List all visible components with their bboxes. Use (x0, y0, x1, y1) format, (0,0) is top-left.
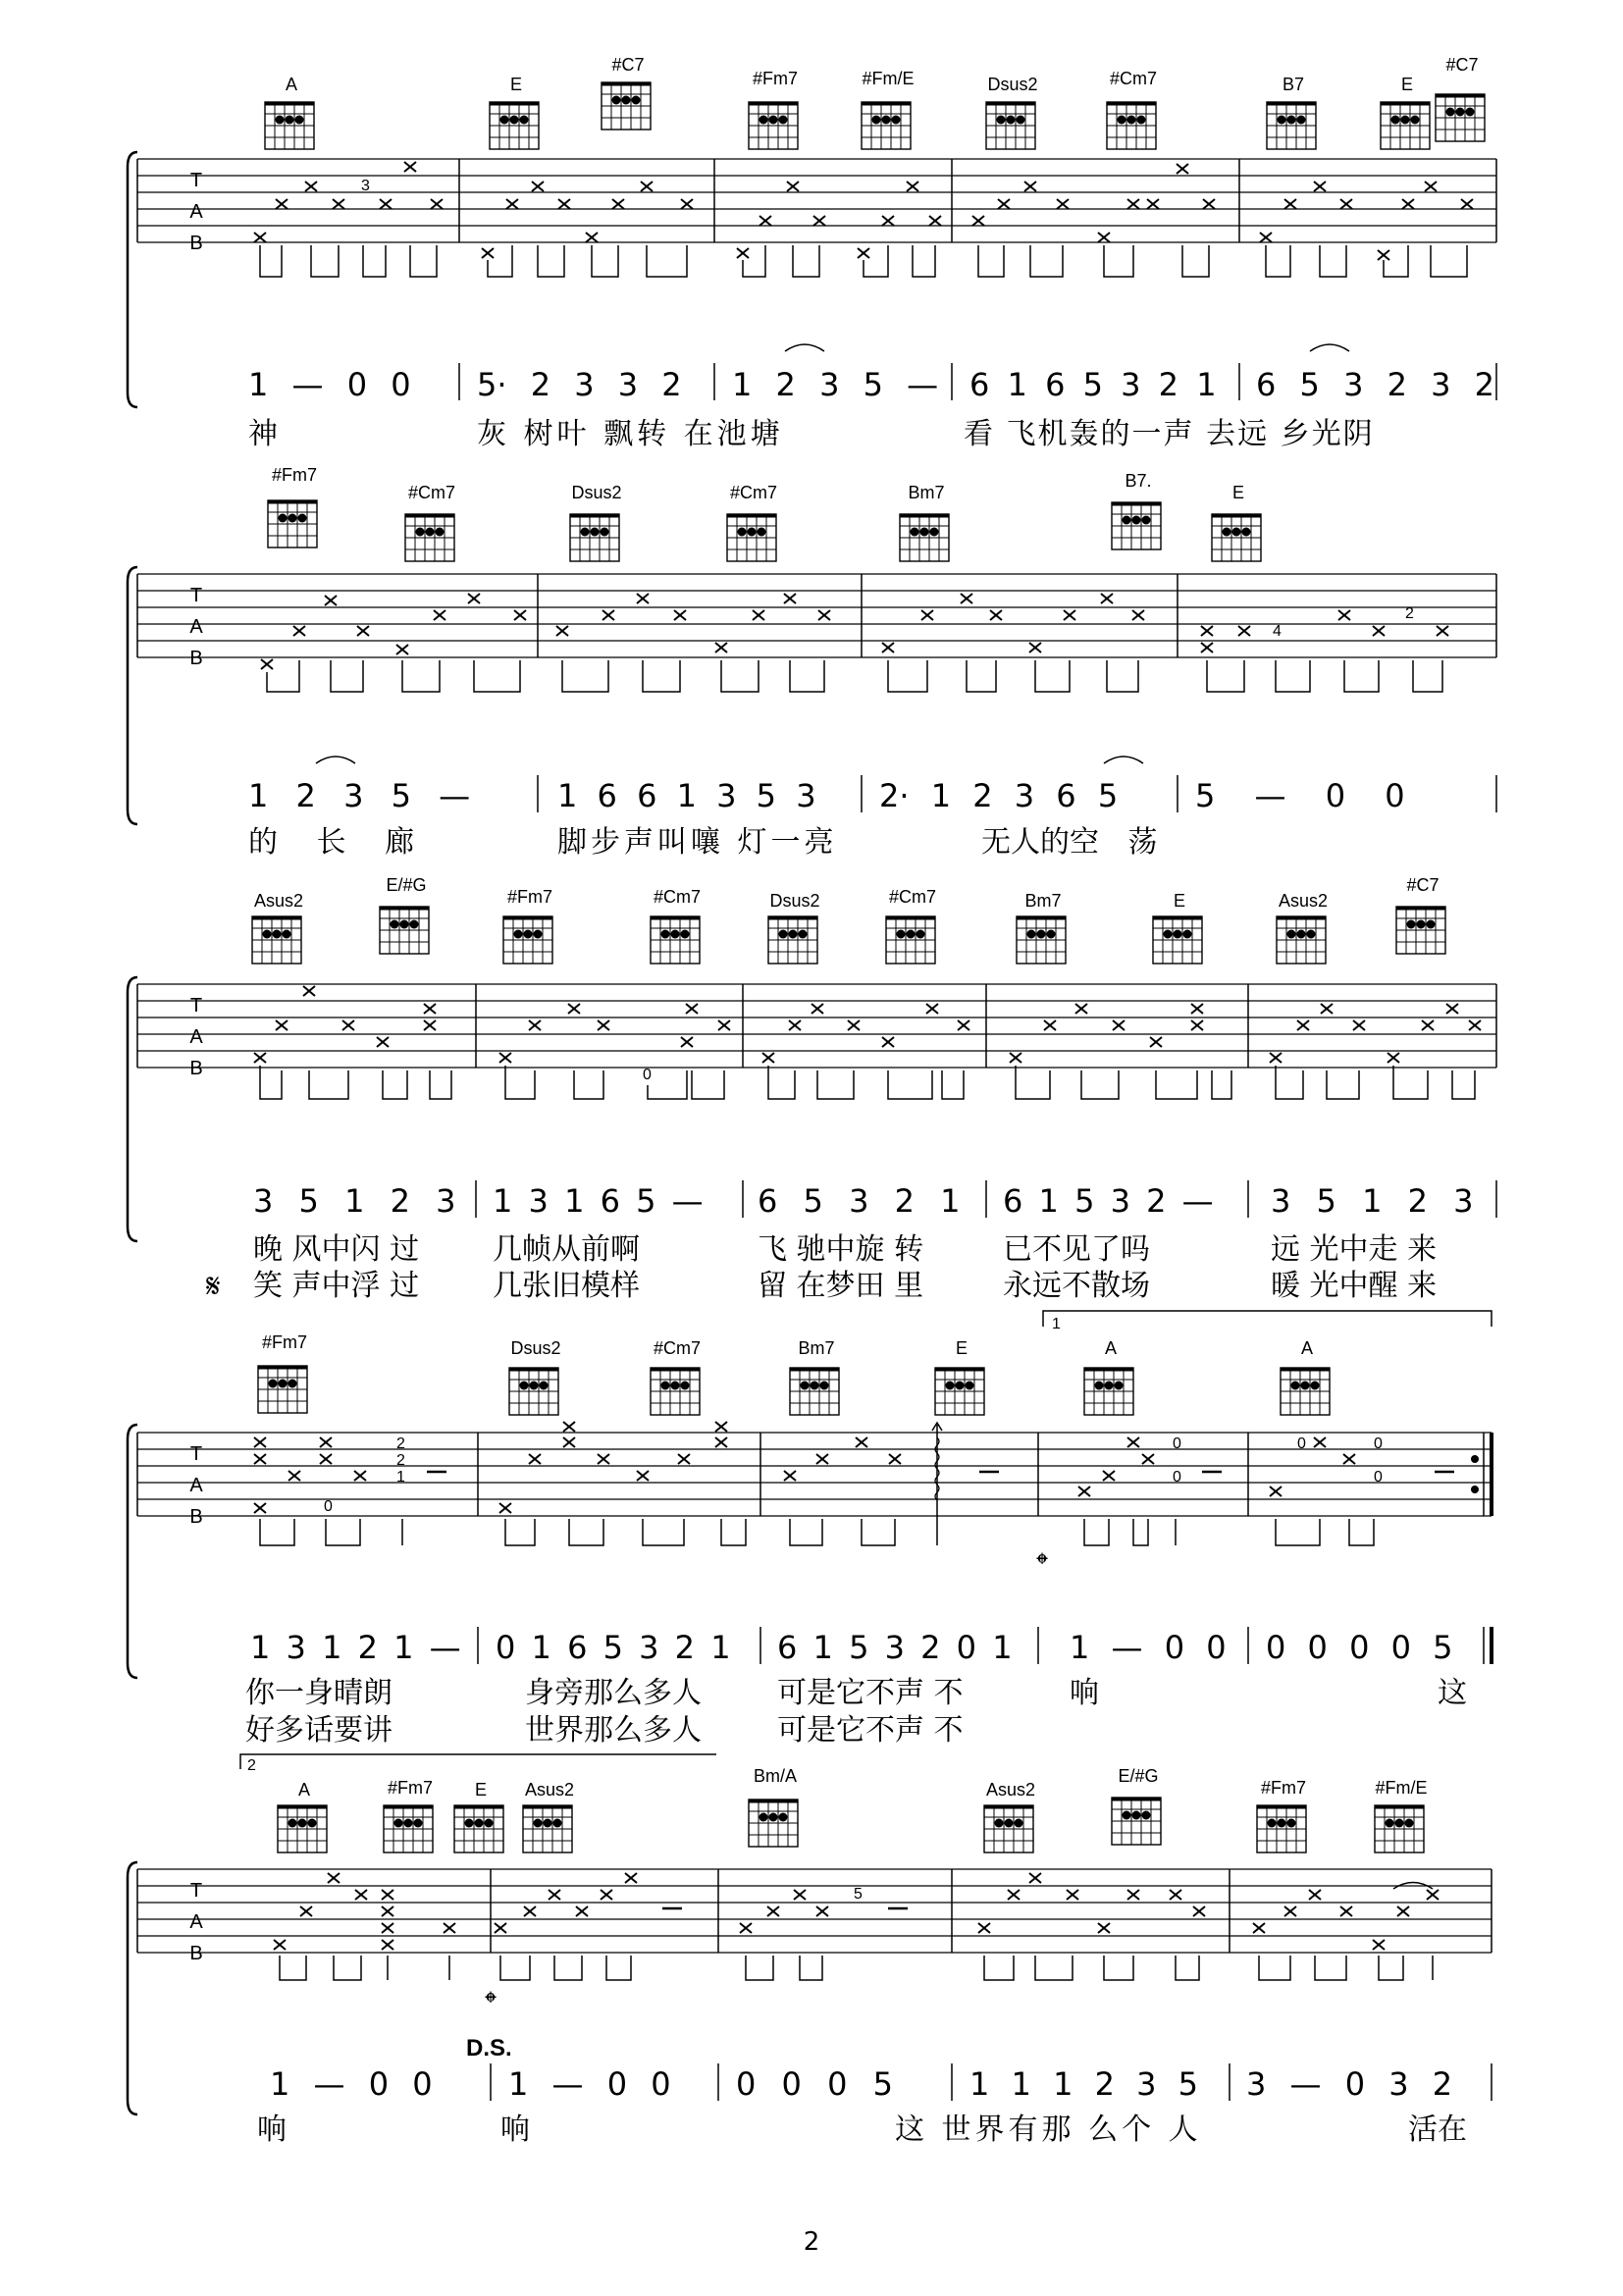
svg-text:B: B (189, 1058, 203, 1079)
lyric: 几帧从前啊 (493, 1232, 640, 1267)
chord-name: E (955, 1338, 969, 1358)
jianpu-line (270, 2063, 1492, 2103)
system-1 (128, 55, 1496, 451)
measure-notes: 3 5 1 2 3 (1271, 1182, 1474, 1220)
lyric: 永远不散场 (1003, 1269, 1150, 1303)
chord-name: E (1173, 891, 1186, 911)
chord-name: #Fm/E (1375, 1778, 1428, 1798)
lyric: 已不见了吗 (1003, 1232, 1150, 1267)
volta-number: 2 (247, 1757, 256, 1774)
svg-text:T: T (189, 1443, 203, 1465)
lyric: 响 (1070, 1676, 1099, 1710)
chord-name: #Cm7 (729, 483, 778, 502)
svg-text:B: B (189, 1506, 203, 1528)
chord-name: #Fm7 (752, 69, 799, 88)
chord-name: #Fm7 (1260, 1778, 1307, 1798)
lyric: 飞 驰中旋 转 (758, 1232, 924, 1267)
svg-text:0: 0 (643, 1067, 652, 1083)
chord-name: #Cm7 (888, 887, 937, 907)
lyrics-line (248, 825, 1158, 860)
svg-text:A: A (189, 1026, 203, 1048)
measure-notes: 1 2 3 5 — (248, 777, 471, 814)
svg-text:2: 2 (1405, 605, 1414, 622)
system-3 (128, 875, 1496, 1306)
lyric: 脚步声叫嚷 灯一亮 (557, 825, 838, 860)
lyric: 笑 声中浮 过 (253, 1269, 420, 1303)
volta-number: 1 (1052, 1316, 1061, 1332)
measure-notes: 6 1 5 3 2 — (1003, 1182, 1214, 1220)
svg-text:T: T (189, 170, 203, 191)
chord-name: A (1104, 1338, 1118, 1358)
measure-notes: 1 — 0 0 (270, 2065, 433, 2103)
lyric: 可是它不声 不 (777, 1676, 964, 1710)
svg-text:B: B (189, 1943, 203, 1964)
svg-text:T: T (189, 585, 203, 606)
lyric: 无人的空 荡 (981, 825, 1158, 860)
svg-text:T: T (189, 1880, 203, 1902)
jianpu-line (250, 1627, 1492, 1666)
measure-notes: 1 — 0 0 (1070, 1629, 1227, 1666)
svg-text:0: 0 (1374, 1435, 1383, 1452)
jianpu-line (248, 757, 1496, 814)
lyric: 这 世界有那 么个 人 (895, 2113, 1202, 2147)
chord-diagrams (278, 1766, 1428, 1852)
ds-marking: D.S. (466, 2035, 512, 2061)
svg-text:A: A (189, 201, 203, 223)
svg-text:A: A (189, 1475, 203, 1496)
chord-name: E/#G (386, 875, 427, 895)
measure-notes: 6 5 3 2 3 2 (1256, 366, 1495, 403)
chord-name: E (1400, 75, 1414, 94)
measure-notes: 0 1 6 5 3 2 1 (496, 1629, 731, 1666)
chord-name: #Cm7 (1109, 69, 1158, 88)
svg-text:B: B (189, 648, 203, 669)
chord-name: #C7 (1406, 875, 1440, 895)
system-4 (128, 1311, 1492, 1748)
svg-text:T: T (189, 995, 203, 1017)
svg-text:0: 0 (1173, 1469, 1181, 1486)
measure-notes: 0 0 0 5 (736, 2065, 893, 2103)
svg-text:B: B (189, 233, 203, 254)
chord-name: A (1300, 1338, 1314, 1358)
svg-text:3: 3 (361, 178, 370, 194)
measure-notes: 6 1 5 3 2 0 1 (777, 1629, 1013, 1666)
chord-name: Dsus2 (510, 1338, 561, 1358)
lyric: 留 在梦田 里 (758, 1269, 924, 1303)
volta-bracket-2 (240, 1754, 716, 1769)
svg-text:1: 1 (396, 1469, 405, 1486)
svg-text:0: 0 (1297, 1435, 1306, 1452)
measure-notes: 5· 2 3 3 2 (477, 366, 682, 403)
lyric: 远 光中走 来 (1271, 1232, 1438, 1267)
chord-name: E/#G (1118, 1766, 1159, 1786)
chord-name: Dsus2 (571, 483, 622, 502)
svg-text:2: 2 (396, 1452, 405, 1469)
chord-name: #Fm7 (271, 465, 318, 485)
measure-notes: 1 — 0 0 (508, 2065, 671, 2103)
chord-name: Asus2 (1278, 891, 1329, 911)
svg-text:A: A (189, 616, 203, 638)
segno-sign: 𝄋 (206, 1267, 221, 1306)
lyric: 好多话要讲 (245, 1713, 393, 1748)
chord-name: #Fm7 (387, 1778, 434, 1798)
svg-text:4: 4 (1273, 623, 1282, 640)
lyric: 可是它不声 不 (777, 1713, 964, 1748)
measure-notes: 1 2 3 5 — (732, 366, 939, 403)
chord-name: Bm7 (908, 483, 945, 502)
lyric: 暖 光中醒 来 (1271, 1269, 1438, 1303)
chord-name: #Cm7 (407, 483, 456, 502)
measure-notes: 1 1 1 2 3 5 (969, 2065, 1199, 2103)
chord-diagrams (265, 55, 1485, 149)
svg-text:A: A (189, 1911, 203, 1933)
measure-notes: 3 5 1 2 3 (253, 1182, 456, 1220)
chord-name: Asus2 (253, 891, 304, 911)
svg-text:5: 5 (854, 1886, 863, 1903)
chord-diagrams (252, 875, 1445, 964)
system-5 (128, 1754, 1492, 2147)
svg-text:0: 0 (324, 1498, 333, 1515)
svg-text:2: 2 (396, 1435, 405, 1452)
chord-name: Asus2 (524, 1780, 575, 1800)
lyric: 你一身晴朗 (245, 1676, 393, 1710)
chord-name: Bm7 (1024, 891, 1062, 911)
lyric: 响 (257, 2113, 287, 2147)
coda-sign: 𝄌 (1036, 1546, 1048, 1582)
chord-diagrams (258, 1332, 1330, 1415)
chord-name: A (297, 1780, 311, 1800)
lyric: 神 (248, 417, 278, 451)
jianpu-line (253, 1180, 1496, 1220)
lyrics-line (248, 417, 1375, 451)
chord-name: #C7 (1445, 55, 1479, 75)
chord-name: E (1231, 483, 1245, 502)
chord-name: Asus2 (985, 1780, 1036, 1800)
measure-notes: 1 3 1 6 5 — (493, 1182, 704, 1220)
measure-notes: 2· 1 2 3 6 5 (879, 777, 1119, 814)
chord-name: #Fm7 (506, 887, 553, 907)
chord-name: #C7 (611, 55, 645, 75)
lyric: 身旁那么多人 (525, 1676, 702, 1710)
svg-text:0: 0 (1173, 1435, 1181, 1452)
volta-bracket-1 (1043, 1311, 1492, 1327)
svg-text:0: 0 (1374, 1469, 1383, 1486)
lyrics-line (245, 1676, 1467, 1748)
system-2 (128, 465, 1496, 860)
lyrics-line (206, 1232, 1437, 1306)
chord-name: Bm/A (753, 1766, 798, 1786)
measure-notes: 3 — 0 3 2 (1246, 2065, 1453, 2103)
page-number: 2 (803, 2227, 820, 2257)
chord-name: B7 (1282, 75, 1305, 94)
measure-notes: 5 — 0 0 (1195, 777, 1405, 814)
chord-name: Dsus2 (987, 75, 1038, 94)
chord-name: E (474, 1780, 488, 1800)
lyrics-line (257, 2113, 1467, 2147)
measure-notes: 0 0 0 0 5 (1266, 1629, 1453, 1666)
lyric: 世界那么多人 (525, 1713, 702, 1748)
coda-sign: 𝄌 (485, 1985, 497, 2020)
lyric: 看 飞机轰的一声 去远 乡光阴 (964, 417, 1375, 451)
lyric: 的 长 廊 (248, 825, 415, 860)
chord-name: #Cm7 (653, 887, 702, 907)
chord-name: B7. (1125, 471, 1152, 491)
chord-name: #Cm7 (653, 1338, 702, 1358)
lyric: 灰 树叶 飘转 在池塘 (477, 417, 784, 451)
chord-name: #Fm7 (261, 1332, 308, 1352)
lyric: 活在 (1408, 2113, 1467, 2147)
chord-name: #Fm/E (862, 69, 915, 88)
measure-notes: 1 3 1 2 1 — (250, 1629, 461, 1666)
jianpu-line (248, 344, 1496, 403)
lyric: 晚 风中闪 过 (253, 1232, 420, 1267)
chord-name: E (509, 75, 523, 94)
measure-notes: 1 6 6 1 3 5 3 (557, 777, 816, 814)
chord-diagrams (268, 465, 1261, 561)
lyric: 几张旧模样 (493, 1269, 640, 1303)
measure-notes: 6 1 6 5 3 2 1 (969, 366, 1217, 403)
chord-name: Bm7 (798, 1338, 835, 1358)
chord-name: A (285, 75, 298, 94)
lyric: 响 (500, 2113, 530, 2147)
measure-notes: 6 5 3 2 1 (758, 1182, 961, 1220)
chord-name: Dsus2 (769, 891, 820, 911)
measure-notes: 1 — 0 0 (248, 366, 411, 403)
lyric: 这 (1438, 1676, 1467, 1710)
